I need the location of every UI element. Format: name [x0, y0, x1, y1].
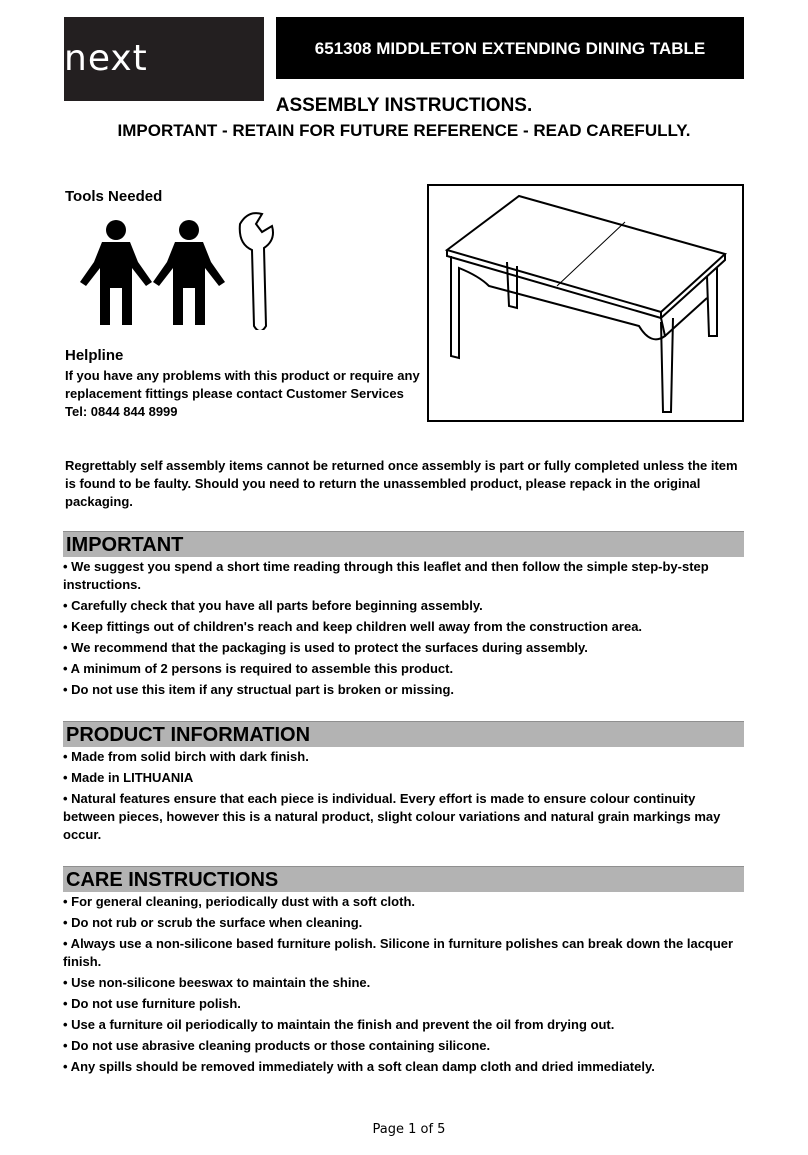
list-item: • We recommend that the packaging is used to protect the surfaces during assembly.	[63, 640, 588, 655]
list-item: • Do not use abrasive cleaning products or those containing silicone.	[63, 1038, 491, 1053]
product-info-section-header: PRODUCT INFORMATION	[63, 721, 744, 747]
list-item: • Made in LITHUANIA	[63, 770, 194, 785]
logo-text: next	[64, 38, 148, 79]
list-item: • Any spills should be removed immediately with a soft clean damp cloth and dried immediately.	[63, 1059, 655, 1074]
returns-notice: Regrettably self assembly items cannot be returned once assembly is part or fully completed unless the item is found to be faulty. Should you need to return the unassembled product, please repack in the original packaging.	[65, 458, 738, 509]
person-icon	[80, 220, 152, 325]
tools-heading: Tools Needed	[65, 188, 163, 205]
list-item: • Always use a non-silicone based furniture polish. Silicone in furniture polishes can break down the lacquer finish.	[63, 936, 734, 969]
page-number: Page 1 of 5	[372, 1122, 446, 1137]
care-list	[63, 893, 741, 1079]
list-item: • For general cleaning, periodically dust with a soft cloth.	[63, 894, 415, 909]
list-item: • Use non-silicone beeswax to maintain the shine.	[63, 975, 371, 990]
list-item: • Keep fittings out of children's reach and keep children well away from the construction area.	[63, 619, 643, 634]
dining-table-icon	[429, 186, 742, 420]
product-info-list	[63, 748, 741, 847]
page-subtitle: IMPORTANT - RETAIN FOR FUTURE REFERENCE - READ CAREFULLY.	[117, 121, 691, 140]
product-title: 651308 MIDDLETON EXTENDING DINING TABLE	[276, 17, 744, 79]
list-item: • Carefully check that you have all parts before beginning assembly.	[63, 598, 483, 613]
important-list	[63, 558, 741, 702]
list-item: • Do not use furniture polish.	[63, 996, 241, 1011]
list-item: • Made from solid birch with dark finish.	[63, 749, 309, 764]
tools-illustration	[80, 210, 280, 330]
care-section-header: CARE INSTRUCTIONS	[63, 866, 744, 892]
page-title: ASSEMBLY INSTRUCTIONS.	[275, 95, 533, 116]
list-item: • Do not rub or scrub the surface when cleaning.	[63, 915, 363, 930]
helpline-text: If you have any problems with this product or require any replacement fittings please contact Customer Services Tel: 0844 844 8999	[65, 368, 420, 419]
spanner-icon	[240, 213, 273, 330]
list-item: • We suggest you spend a short time reading through this leaflet and then follow the simple step-by-step instructions.	[63, 559, 709, 592]
table-illustration-frame	[427, 184, 744, 422]
helpline-heading: Helpline	[65, 347, 124, 364]
list-item: • Natural features ensure that each piece is individual. Every effort is made to ensure colour continuity between pieces, however this is a natural product, slight colour variations and natural grain markings may occur.	[63, 791, 721, 842]
list-item: • A minimum of 2 persons is required to assemble this product.	[63, 661, 454, 676]
person-icon	[153, 220, 225, 325]
important-section-header: IMPORTANT	[63, 531, 744, 557]
list-item: • Use a furniture oil periodically to maintain the finish and prevent the oil from drying out.	[63, 1017, 615, 1032]
list-item: • Do not use this item if any structual part is broken or missing.	[63, 682, 455, 697]
